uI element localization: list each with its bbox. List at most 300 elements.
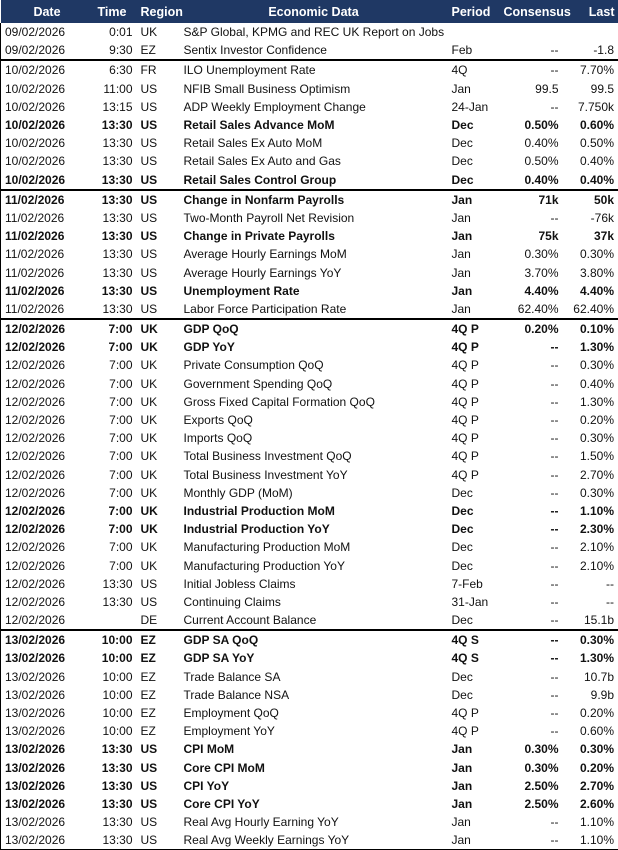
header-row bbox=[1, 0, 618, 23]
last-cell: 1.10% bbox=[563, 831, 618, 850]
region-cell: US bbox=[137, 245, 180, 263]
table-row bbox=[1, 813, 618, 831]
date-cell: 11/02/2026 bbox=[1, 190, 94, 209]
table-row bbox=[1, 704, 618, 722]
event-cell: GDP SA QoQ bbox=[180, 630, 448, 649]
period-cell: Dec bbox=[448, 502, 500, 520]
table-row bbox=[1, 411, 618, 429]
date-cell: 12/02/2026 bbox=[1, 375, 94, 393]
last-cell: 0.20% bbox=[563, 759, 618, 777]
table-row bbox=[1, 831, 618, 850]
event-cell: Manufacturing Production MoM bbox=[180, 538, 448, 556]
time-cell: 13:30 bbox=[94, 300, 137, 319]
last-cell: 0.30% bbox=[563, 740, 618, 758]
period-cell: Jan bbox=[448, 245, 500, 263]
region-cell: UK bbox=[137, 338, 180, 356]
region-cell: US bbox=[137, 152, 180, 170]
table-row bbox=[1, 116, 618, 134]
date-cell: 13/02/2026 bbox=[1, 795, 94, 813]
period-cell: Jan bbox=[448, 80, 500, 98]
last-cell: 1.30% bbox=[563, 393, 618, 411]
consensus-cell: 2.50% bbox=[500, 777, 563, 795]
last-cell: 0.30% bbox=[563, 356, 618, 374]
event-cell: Retail Sales Ex Auto MoM bbox=[180, 134, 448, 152]
date-cell: 11/02/2026 bbox=[1, 300, 94, 319]
time-cell: 13:30 bbox=[94, 282, 137, 300]
event-cell: GDP YoY bbox=[180, 338, 448, 356]
last-cell: 0.30% bbox=[563, 245, 618, 263]
table-row bbox=[1, 227, 618, 245]
period-cell: Dec bbox=[448, 484, 500, 502]
consensus-cell: 0.30% bbox=[500, 245, 563, 263]
consensus-cell: -- bbox=[500, 375, 563, 393]
table-row bbox=[1, 556, 618, 574]
period-cell: 31-Jan bbox=[448, 593, 500, 611]
last-cell: 0.20% bbox=[563, 704, 618, 722]
table-row bbox=[1, 282, 618, 300]
period-cell: Jan bbox=[448, 190, 500, 209]
consensus-cell: -- bbox=[500, 393, 563, 411]
last-cell: 9.9b bbox=[563, 686, 618, 704]
period-cell: 4Q S bbox=[448, 649, 500, 667]
region-cell: EZ bbox=[137, 686, 180, 704]
consensus-cell: -- bbox=[500, 356, 563, 374]
time-cell: 13:15 bbox=[94, 98, 137, 116]
period-cell: 4Q P bbox=[448, 319, 500, 338]
period-cell: Jan bbox=[448, 300, 500, 319]
date-column-header: Date bbox=[1, 0, 94, 23]
region-cell: US bbox=[137, 759, 180, 777]
event-cell: Trade Balance SA bbox=[180, 668, 448, 686]
time-cell: 13:30 bbox=[94, 831, 137, 850]
event-cell: Change in Private Payrolls bbox=[180, 227, 448, 245]
date-cell: 09/02/2026 bbox=[1, 23, 94, 41]
event-cell: Monthly GDP (MoM) bbox=[180, 484, 448, 502]
last-cell: 1.30% bbox=[563, 649, 618, 667]
consensus-cell: 0.30% bbox=[500, 759, 563, 777]
region-column-header: Region bbox=[137, 0, 180, 23]
consensus-cell: -- bbox=[500, 630, 563, 649]
date-cell: 12/02/2026 bbox=[1, 447, 94, 465]
region-cell: UK bbox=[137, 429, 180, 447]
event-cell: Total Business Investment YoY bbox=[180, 466, 448, 484]
region-cell: US bbox=[137, 98, 180, 116]
time-cell: 7:00 bbox=[94, 466, 137, 484]
time-cell: 13:30 bbox=[94, 740, 137, 758]
last-cell: 50k bbox=[563, 190, 618, 209]
date-cell: 13/02/2026 bbox=[1, 813, 94, 831]
consensus-cell: 0.50% bbox=[500, 116, 563, 134]
region-cell: DE bbox=[137, 611, 180, 630]
region-cell: EZ bbox=[137, 704, 180, 722]
last-cell: 0.60% bbox=[563, 722, 618, 740]
table-row bbox=[1, 611, 618, 630]
last-cell: 1.50% bbox=[563, 447, 618, 465]
period-cell: 4Q P bbox=[448, 704, 500, 722]
period-cell: Feb bbox=[448, 41, 500, 60]
consensus-cell: -- bbox=[500, 813, 563, 831]
last-cell: 2.70% bbox=[563, 466, 618, 484]
consensus-cell: -- bbox=[500, 722, 563, 740]
period-cell: Dec bbox=[448, 152, 500, 170]
consensus-cell: -- bbox=[500, 338, 563, 356]
consensus-cell: 62.40% bbox=[500, 300, 563, 319]
period-cell: Jan bbox=[448, 227, 500, 245]
period-cell: 4Q P bbox=[448, 429, 500, 447]
date-cell: 10/02/2026 bbox=[1, 60, 94, 79]
table-row bbox=[1, 171, 618, 190]
consensus-cell: -- bbox=[500, 593, 563, 611]
consensus-cell: -- bbox=[500, 686, 563, 704]
table-row bbox=[1, 338, 618, 356]
region-cell: US bbox=[137, 593, 180, 611]
consensus-cell bbox=[500, 23, 563, 41]
consensus-cell: 0.30% bbox=[500, 740, 563, 758]
date-cell: 11/02/2026 bbox=[1, 282, 94, 300]
date-cell: 12/02/2026 bbox=[1, 520, 94, 538]
last-column-header: Last bbox=[563, 0, 618, 23]
event-cell: Retail Sales Advance MoM bbox=[180, 116, 448, 134]
time-cell: 7:00 bbox=[94, 429, 137, 447]
consensus-cell: -- bbox=[500, 41, 563, 60]
date-cell: 13/02/2026 bbox=[1, 740, 94, 758]
event-cell: Average Hourly Earnings MoM bbox=[180, 245, 448, 263]
period-cell: Jan bbox=[448, 777, 500, 795]
region-cell: US bbox=[137, 831, 180, 850]
last-cell: 4.40% bbox=[563, 282, 618, 300]
table-row bbox=[1, 668, 618, 686]
region-cell: UK bbox=[137, 502, 180, 520]
time-cell: 7:00 bbox=[94, 319, 137, 338]
time-cell: 10:00 bbox=[94, 668, 137, 686]
period-cell: 4Q P bbox=[448, 722, 500, 740]
period-cell: Dec bbox=[448, 611, 500, 630]
last-cell: 62.40% bbox=[563, 300, 618, 319]
event-cell: ADP Weekly Employment Change bbox=[180, 98, 448, 116]
date-cell: 12/02/2026 bbox=[1, 393, 94, 411]
time-cell: 7:00 bbox=[94, 538, 137, 556]
table-row bbox=[1, 375, 618, 393]
event-cell: Retail Sales Ex Auto and Gas bbox=[180, 152, 448, 170]
last-cell: 0.30% bbox=[563, 630, 618, 649]
consensus-cell: 0.20% bbox=[500, 319, 563, 338]
last-cell: 0.30% bbox=[563, 429, 618, 447]
event-cell: Retail Sales Control Group bbox=[180, 171, 448, 190]
table-row bbox=[1, 429, 618, 447]
consensus-cell: -- bbox=[500, 556, 563, 574]
time-cell: 9:30 bbox=[94, 41, 137, 60]
region-cell: EZ bbox=[137, 722, 180, 740]
date-cell: 11/02/2026 bbox=[1, 263, 94, 281]
date-cell: 12/02/2026 bbox=[1, 556, 94, 574]
region-cell: UK bbox=[137, 447, 180, 465]
last-cell: -76k bbox=[563, 209, 618, 227]
consensus-cell: 99.5 bbox=[500, 80, 563, 98]
date-cell: 12/02/2026 bbox=[1, 356, 94, 374]
date-cell: 12/02/2026 bbox=[1, 319, 94, 338]
period-column-header: Period bbox=[448, 0, 500, 23]
region-cell: UK bbox=[137, 538, 180, 556]
consensus-cell: -- bbox=[500, 429, 563, 447]
region-cell: US bbox=[137, 575, 180, 593]
region-cell: US bbox=[137, 777, 180, 795]
consensus-cell: -- bbox=[500, 60, 563, 79]
period-cell bbox=[448, 23, 500, 41]
date-cell: 12/02/2026 bbox=[1, 611, 94, 630]
time-cell: 10:00 bbox=[94, 630, 137, 649]
event-cell: CPI YoY bbox=[180, 777, 448, 795]
table-row bbox=[1, 538, 618, 556]
event-cell: Real Avg Weekly Earnings YoY bbox=[180, 831, 448, 850]
event-cell: Private Consumption QoQ bbox=[180, 356, 448, 374]
time-cell: 7:00 bbox=[94, 520, 137, 538]
region-cell: US bbox=[137, 282, 180, 300]
time-cell: 13:30 bbox=[94, 795, 137, 813]
period-cell: 7-Feb bbox=[448, 575, 500, 593]
table-row bbox=[1, 759, 618, 777]
date-cell: 13/02/2026 bbox=[1, 630, 94, 649]
time-cell: 7:00 bbox=[94, 447, 137, 465]
consensus-cell: -- bbox=[500, 649, 563, 667]
table-row bbox=[1, 23, 618, 41]
consensus-cell: -- bbox=[500, 411, 563, 429]
table-row bbox=[1, 134, 618, 152]
time-cell: 7:00 bbox=[94, 556, 137, 574]
date-cell: 13/02/2026 bbox=[1, 777, 94, 795]
table-row bbox=[1, 393, 618, 411]
event-cell: Government Spending QoQ bbox=[180, 375, 448, 393]
last-cell: 10.7b bbox=[563, 668, 618, 686]
table-row bbox=[1, 60, 618, 79]
time-cell: 13:30 bbox=[94, 245, 137, 263]
event-cell: Exports QoQ bbox=[180, 411, 448, 429]
table-row bbox=[1, 80, 618, 98]
table-row bbox=[1, 740, 618, 758]
date-cell: 10/02/2026 bbox=[1, 152, 94, 170]
time-cell: 7:00 bbox=[94, 502, 137, 520]
event-cell: GDP SA YoY bbox=[180, 649, 448, 667]
table-row bbox=[1, 795, 618, 813]
date-cell: 13/02/2026 bbox=[1, 686, 94, 704]
table-row bbox=[1, 98, 618, 116]
region-cell: US bbox=[137, 80, 180, 98]
event-cell: Employment YoY bbox=[180, 722, 448, 740]
last-cell: 0.30% bbox=[563, 484, 618, 502]
period-cell: Jan bbox=[448, 759, 500, 777]
table-row bbox=[1, 245, 618, 263]
table-row bbox=[1, 319, 618, 338]
period-cell: Dec bbox=[448, 686, 500, 704]
last-cell: 7.750k bbox=[563, 98, 618, 116]
period-cell: 4Q S bbox=[448, 630, 500, 649]
time-cell: 13:30 bbox=[94, 575, 137, 593]
time-cell: 7:00 bbox=[94, 411, 137, 429]
date-cell: 13/02/2026 bbox=[1, 704, 94, 722]
region-cell: UK bbox=[137, 520, 180, 538]
time-cell: 0:01 bbox=[94, 23, 137, 41]
time-cell: 13:30 bbox=[94, 813, 137, 831]
date-cell: 12/02/2026 bbox=[1, 411, 94, 429]
table-row bbox=[1, 484, 618, 502]
time-cell: 13:30 bbox=[94, 190, 137, 209]
date-cell: 10/02/2026 bbox=[1, 98, 94, 116]
time-cell: 13:30 bbox=[94, 227, 137, 245]
event-cell: CPI MoM bbox=[180, 740, 448, 758]
time-cell: 13:30 bbox=[94, 116, 137, 134]
table-row bbox=[1, 152, 618, 170]
period-cell: 4Q P bbox=[448, 411, 500, 429]
time-cell: 13:30 bbox=[94, 152, 137, 170]
table-row bbox=[1, 466, 618, 484]
region-cell: UK bbox=[137, 466, 180, 484]
consensus-cell: 3.70% bbox=[500, 263, 563, 281]
period-cell: Dec bbox=[448, 171, 500, 190]
date-cell: 12/02/2026 bbox=[1, 429, 94, 447]
region-cell: US bbox=[137, 134, 180, 152]
last-cell: 0.40% bbox=[563, 152, 618, 170]
last-cell: 0.40% bbox=[563, 171, 618, 190]
period-cell: Jan bbox=[448, 209, 500, 227]
last-cell: -- bbox=[563, 575, 618, 593]
consensus-cell: -- bbox=[500, 484, 563, 502]
last-cell: 7.70% bbox=[563, 60, 618, 79]
time-cell: 13:30 bbox=[94, 209, 137, 227]
time-cell: 11:00 bbox=[94, 80, 137, 98]
event-cell: Industrial Production MoM bbox=[180, 502, 448, 520]
period-cell: Jan bbox=[448, 795, 500, 813]
date-cell: 12/02/2026 bbox=[1, 466, 94, 484]
date-cell: 11/02/2026 bbox=[1, 245, 94, 263]
table-row bbox=[1, 593, 618, 611]
period-cell: Dec bbox=[448, 134, 500, 152]
region-cell: UK bbox=[137, 23, 180, 41]
period-cell: 4Q bbox=[448, 60, 500, 79]
economic-data-column-header: Economic Data bbox=[180, 0, 448, 23]
last-cell: 2.70% bbox=[563, 777, 618, 795]
region-cell: US bbox=[137, 813, 180, 831]
region-cell: EZ bbox=[137, 630, 180, 649]
event-cell: Two-Month Payroll Net Revision bbox=[180, 209, 448, 227]
region-cell: US bbox=[137, 227, 180, 245]
event-cell: Core CPI MoM bbox=[180, 759, 448, 777]
region-cell: US bbox=[137, 209, 180, 227]
region-cell: EZ bbox=[137, 649, 180, 667]
event-cell: Unemployment Rate bbox=[180, 282, 448, 300]
date-cell: 13/02/2026 bbox=[1, 649, 94, 667]
period-cell: Jan bbox=[448, 282, 500, 300]
table-row bbox=[1, 502, 618, 520]
region-cell: UK bbox=[137, 356, 180, 374]
consensus-cell: -- bbox=[500, 611, 563, 630]
region-cell: UK bbox=[137, 556, 180, 574]
consensus-cell: 0.40% bbox=[500, 134, 563, 152]
event-cell: Labor Force Participation Rate bbox=[180, 300, 448, 319]
event-cell: Industrial Production YoY bbox=[180, 520, 448, 538]
consensus-cell: 71k bbox=[500, 190, 563, 209]
period-cell: 4Q P bbox=[448, 447, 500, 465]
event-cell: Employment QoQ bbox=[180, 704, 448, 722]
consensus-cell: -- bbox=[500, 502, 563, 520]
date-cell: 13/02/2026 bbox=[1, 668, 94, 686]
table-row bbox=[1, 263, 618, 281]
region-cell: US bbox=[137, 795, 180, 813]
region-cell: UK bbox=[137, 375, 180, 393]
table-row bbox=[1, 300, 618, 319]
last-cell bbox=[563, 23, 618, 41]
date-cell: 12/02/2026 bbox=[1, 538, 94, 556]
consensus-cell: 75k bbox=[500, 227, 563, 245]
consensus-cell: -- bbox=[500, 466, 563, 484]
period-cell: 24-Jan bbox=[448, 98, 500, 116]
time-cell: 10:00 bbox=[94, 722, 137, 740]
consensus-cell: -- bbox=[500, 520, 563, 538]
event-cell: Current Account Balance bbox=[180, 611, 448, 630]
last-cell: 1.10% bbox=[563, 813, 618, 831]
date-cell: 10/02/2026 bbox=[1, 171, 94, 190]
region-cell: EZ bbox=[137, 668, 180, 686]
last-cell: 0.50% bbox=[563, 134, 618, 152]
region-cell: US bbox=[137, 116, 180, 134]
time-cell: 13:30 bbox=[94, 777, 137, 795]
region-cell: US bbox=[137, 171, 180, 190]
date-cell: 13/02/2026 bbox=[1, 759, 94, 777]
period-cell: Jan bbox=[448, 740, 500, 758]
date-cell: 12/02/2026 bbox=[1, 484, 94, 502]
table-row bbox=[1, 520, 618, 538]
time-cell: 7:00 bbox=[94, 484, 137, 502]
time-column-header: Time bbox=[94, 0, 137, 23]
event-cell: Real Avg Hourly Earning YoY bbox=[180, 813, 448, 831]
date-cell: 12/02/2026 bbox=[1, 575, 94, 593]
consensus-cell: -- bbox=[500, 831, 563, 850]
consensus-cell: -- bbox=[500, 447, 563, 465]
region-cell: US bbox=[137, 740, 180, 758]
event-cell: ILO Unemployment Rate bbox=[180, 60, 448, 79]
time-cell: 10:00 bbox=[94, 704, 137, 722]
event-cell: Core CPI YoY bbox=[180, 795, 448, 813]
time-cell: 10:00 bbox=[94, 686, 137, 704]
consensus-cell: -- bbox=[500, 668, 563, 686]
consensus-cell: 0.50% bbox=[500, 152, 563, 170]
consensus-cell: 0.40% bbox=[500, 171, 563, 190]
period-cell: 4Q P bbox=[448, 338, 500, 356]
period-cell: Jan bbox=[448, 831, 500, 850]
table-row bbox=[1, 190, 618, 209]
region-cell: EZ bbox=[137, 41, 180, 60]
event-cell: Average Hourly Earnings YoY bbox=[180, 263, 448, 281]
last-cell: 1.30% bbox=[563, 338, 618, 356]
period-cell: Dec bbox=[448, 538, 500, 556]
last-cell: 15.1b bbox=[563, 611, 618, 630]
date-cell: 12/02/2026 bbox=[1, 593, 94, 611]
event-cell: Initial Jobless Claims bbox=[180, 575, 448, 593]
consensus-column-header: Consensus bbox=[500, 0, 563, 23]
time-cell: 13:30 bbox=[94, 593, 137, 611]
consensus-cell: 4.40% bbox=[500, 282, 563, 300]
time-cell: 7:00 bbox=[94, 393, 137, 411]
table-row bbox=[1, 722, 618, 740]
event-cell: S&P Global, KPMG and REC UK Report on Jobs bbox=[180, 23, 448, 41]
time-cell bbox=[94, 611, 137, 630]
date-cell: 13/02/2026 bbox=[1, 722, 94, 740]
last-cell: 1.10% bbox=[563, 502, 618, 520]
period-cell: Dec bbox=[448, 668, 500, 686]
date-cell: 12/02/2026 bbox=[1, 502, 94, 520]
last-cell: 0.20% bbox=[563, 411, 618, 429]
time-cell: 7:00 bbox=[94, 338, 137, 356]
event-cell: Imports QoQ bbox=[180, 429, 448, 447]
event-cell: GDP QoQ bbox=[180, 319, 448, 338]
